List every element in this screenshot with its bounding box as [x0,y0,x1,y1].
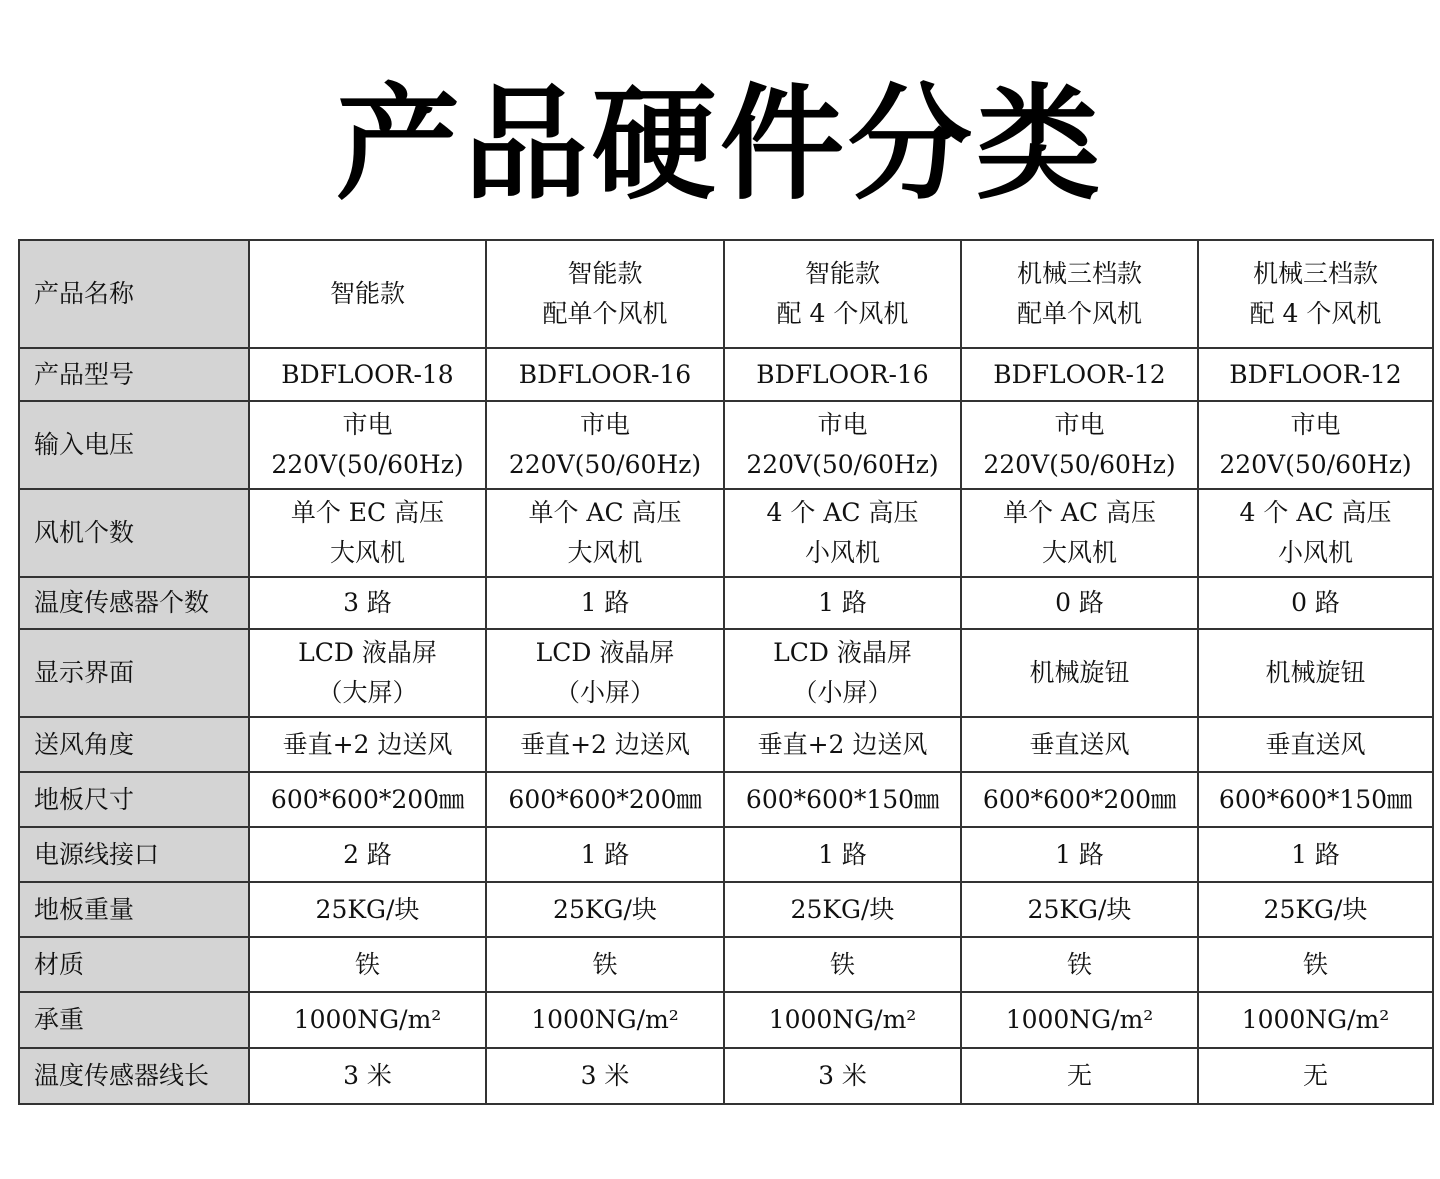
table-cell [961,489,1198,577]
table-cell [724,827,961,882]
table-cell [724,937,961,992]
table-row [19,629,1433,717]
cell-line: BDFLOOR-18 [281,359,454,389]
table-row [19,717,1433,772]
row-label: 产品名称 [19,240,249,348]
table-cell [486,489,724,577]
table-cell [249,827,486,882]
table-cell [724,882,961,937]
cell-line: 市电 [579,410,630,439]
cell-line: BDFLOOR-16 [756,359,929,389]
cell-line: 大风机 [1041,538,1117,567]
cell-line: 智能款 [567,259,643,288]
row-label: 产品型号 [19,348,249,401]
table-cell [1198,577,1433,629]
cell-line: 1000NG/m² [1005,1005,1154,1034]
table-cell [1198,629,1433,717]
cell-line: 市电 [342,410,393,439]
table-cell [486,577,724,629]
table-cell [724,772,961,827]
cell-line: 1 路 [580,588,630,617]
table-cell [486,827,724,882]
cell-line: 市电 [1290,410,1341,439]
cell-line: 1000NG/m² [293,1005,442,1034]
row-label: 温度传感器个数 [19,577,249,629]
row-label: 输入电压 [19,401,249,489]
table-cell [249,1048,486,1104]
cell-line: BDFLOOR-16 [518,359,692,389]
cell-line: （小屏） [792,678,893,707]
table-cell [961,717,1198,772]
table-cell [724,489,961,577]
table-cell [486,348,724,401]
cell-line: 垂直+2 边送风 [520,729,690,759]
cell-line: 铁 [829,949,855,979]
row-label: 材质 [19,937,249,992]
cell-line: 配 4 个风机 [776,299,909,328]
cell-line: 3 路 [343,588,392,617]
cell-line: 220V(50/60Hz) [1219,450,1412,479]
cell-line: 600*600*150㎜ [745,784,940,814]
table-row [19,772,1433,827]
cell-line: 3 米 [343,1061,392,1090]
table-row [19,992,1433,1048]
row-label: 风机个数 [19,489,249,577]
cell-line: 1000NG/m² [1241,1005,1390,1034]
table-cell [961,348,1198,401]
cell-line: 垂直送风 [1029,729,1130,759]
table-cell [1198,401,1433,489]
table-cell [486,772,724,827]
cell-line: 单个 EC 高压 [290,498,445,527]
table-cell [249,992,486,1048]
table-row [19,827,1433,882]
spec-table-body [19,240,1433,1104]
cell-line: 智能款 [804,259,880,288]
table-cell [1198,489,1433,577]
table-cell [249,401,486,489]
table-cell [1198,717,1433,772]
table-cell [1198,348,1433,401]
table-row [19,401,1433,489]
cell-line: 1 路 [818,588,867,617]
cell-line: LCD 液晶屏 [773,638,912,667]
cell-line: 2 路 [343,839,392,869]
cell-line: 1 路 [580,839,630,869]
cell-line: 25KG/块 [553,894,657,924]
table-row [19,240,1433,348]
row-label: 电源线接口 [19,827,249,882]
cell-line: 0 路 [1291,588,1340,617]
table-cell [486,240,724,348]
cell-line: LCD 液晶屏 [535,638,675,667]
table-cell [249,629,486,717]
cell-line: 机械旋钮 [1029,658,1130,687]
table-cell [961,937,1198,992]
cell-line: 600*600*200㎜ [270,784,465,814]
row-label: 地板尺寸 [19,772,249,827]
cell-line: 配单个风机 [1016,299,1142,328]
cell-line: 垂直送风 [1265,729,1366,759]
cell-line: 1 路 [1291,839,1340,869]
table-row [19,1048,1433,1104]
table-row [19,348,1433,401]
table-cell [486,629,724,717]
table-cell [961,629,1198,717]
cell-line: 机械三档款 [1252,259,1378,288]
cell-line: 0 路 [1055,588,1104,617]
cell-line: 机械三档款 [1016,259,1142,288]
table-cell [961,827,1198,882]
table-cell [249,577,486,629]
table-cell [486,937,724,992]
row-label: 地板重量 [19,882,249,937]
cell-line: LCD 液晶屏 [298,638,437,667]
table-cell [961,577,1198,629]
cell-line: 25KG/块 [790,894,895,924]
cell-line: （小屏） [554,678,655,707]
table-cell [249,937,486,992]
cell-line: 小风机 [804,538,880,567]
cell-line: 4 个 AC 高压 [1239,498,1392,527]
cell-line: 25KG/块 [315,894,420,924]
cell-line: 220V(50/60Hz) [271,450,464,479]
table-cell [724,629,961,717]
table-cell [249,348,486,401]
table-cell [724,401,961,489]
table-cell [724,1048,961,1104]
table-row [19,577,1433,629]
cell-line: 市电 [1054,410,1105,439]
cell-line: 铁 [1066,949,1092,979]
table-cell [486,992,724,1048]
cell-line: 25KG/块 [1027,894,1132,924]
row-label: 送风角度 [19,717,249,772]
cell-line: BDFLOOR-12 [1229,359,1402,389]
cell-line: 大风机 [567,538,643,567]
row-label: 显示界面 [19,629,249,717]
cell-line: 600*600*200㎜ [982,784,1177,814]
table-cell [1198,772,1433,827]
table-cell [724,577,961,629]
cell-line: BDFLOOR-12 [993,359,1166,389]
cell-line: 无 [1302,1061,1328,1090]
table-cell [961,772,1198,827]
cell-line: 1000NG/m² [768,1005,917,1034]
cell-line: 220V(50/60Hz) [508,450,702,479]
table-cell [486,882,724,937]
page-title: 产品硬件分类 [335,73,1104,217]
cell-line: 铁 [354,949,380,979]
table-cell [1198,937,1433,992]
table-cell [961,401,1198,489]
cell-line: 配单个风机 [542,299,668,328]
table-cell [724,240,961,348]
cell-line: 3 米 [580,1061,630,1090]
cell-line: 25KG/块 [1263,894,1368,924]
cell-line: 600*600*200㎜ [508,784,702,814]
table-cell [1198,827,1433,882]
cell-line: 配 4 个风机 [1249,299,1382,328]
table-cell [961,1048,1198,1104]
table-row [19,882,1433,937]
cell-line: 220V(50/60Hz) [983,450,1176,479]
cell-line: 垂直+2 边送风 [757,729,928,759]
cell-line: 大风机 [329,538,405,567]
table-cell [724,992,961,1048]
cell-line: 无 [1066,1061,1092,1090]
table-cell [1198,882,1433,937]
cell-line: 小风机 [1277,538,1353,567]
spec-table [18,239,1434,1105]
table-cell [249,717,486,772]
table-cell [249,882,486,937]
table-cell [724,717,961,772]
cell-line: 4 个 AC 高压 [766,498,919,527]
row-label: 温度传感器线长 [19,1048,249,1104]
cell-line: 铁 [1302,949,1328,979]
table-cell [486,1048,724,1104]
table-cell [961,992,1198,1048]
cell-line: 机械旋钮 [1265,658,1366,687]
table-cell [961,882,1198,937]
table-cell [486,717,724,772]
cell-line: 3 米 [818,1061,867,1090]
cell-line: （大屏） [317,678,418,707]
table-row [19,937,1433,992]
table-cell [1198,992,1433,1048]
table-cell [1198,240,1433,348]
cell-line: 智能款 [329,279,405,308]
row-label: 承重 [19,992,249,1048]
table-row [19,489,1433,577]
table-cell [249,772,486,827]
table-cell [961,240,1198,348]
table-cell [249,240,486,348]
cell-line: 单个 AC 高压 [528,498,682,527]
table-cell [249,489,486,577]
cell-line: 220V(50/60Hz) [746,450,939,479]
cell-line: 1 路 [818,839,867,869]
table-cell [1198,1048,1433,1104]
cell-line: 600*600*150㎜ [1218,784,1413,814]
cell-line: 单个 AC 高压 [1002,498,1157,527]
cell-line: 1000NG/m² [531,1005,679,1034]
cell-line: 1 路 [1055,839,1104,869]
cell-line: 铁 [592,949,618,979]
table-cell [724,348,961,401]
cell-line: 垂直+2 边送风 [282,729,453,759]
table-cell [486,401,724,489]
cell-line: 市电 [817,410,868,439]
